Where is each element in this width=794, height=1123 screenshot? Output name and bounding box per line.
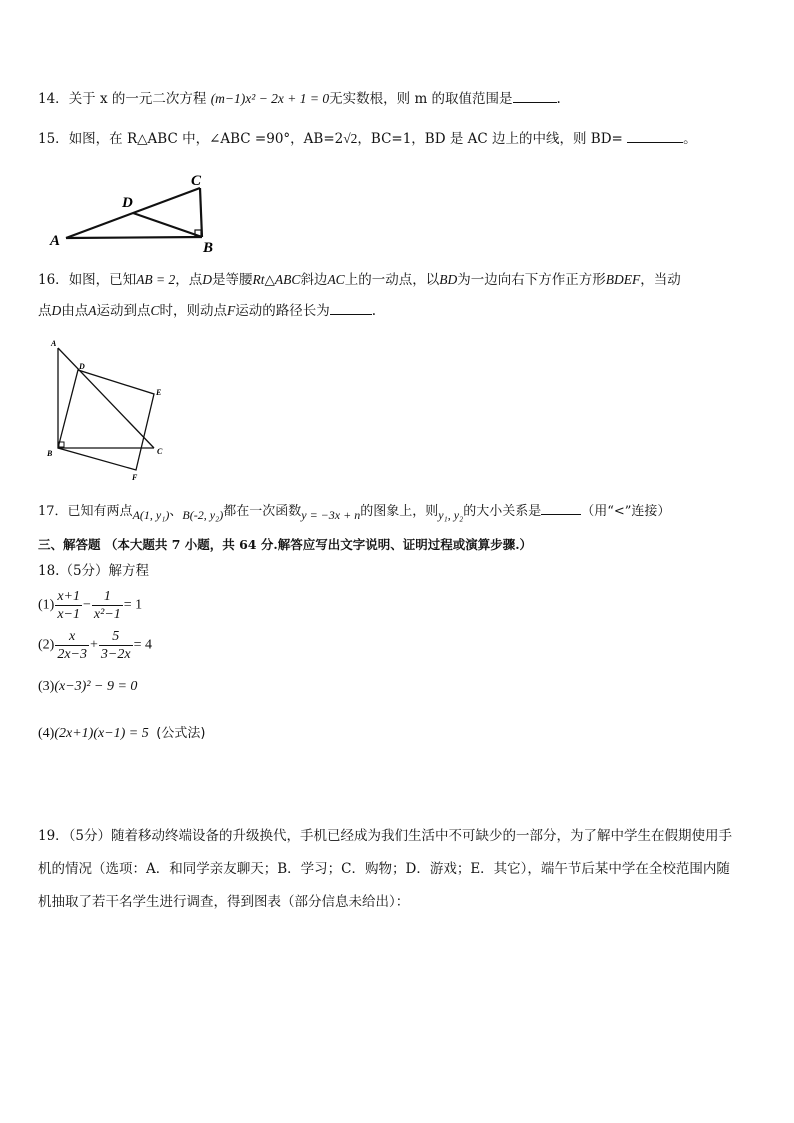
q16-square-figure	[44, 338, 174, 484]
q19-line-3: 机抽取了若干名学生进行调查，得到图表（部分信息未给出）：	[38, 894, 410, 910]
eq2-label: (2)	[38, 637, 55, 653]
q16-square-bdef	[58, 370, 154, 470]
q16-segment-ac	[58, 348, 154, 448]
fraction-numerator: 1	[92, 588, 123, 606]
eq4-label: (4)	[38, 726, 55, 741]
eq4-expression: (2x+1)(x−1) = 5	[54, 726, 149, 741]
q15-segment-ab	[66, 237, 202, 238]
q16-text: 上的一动点，以	[344, 272, 440, 288]
q15-text-post: ，BC=1，BD 是 AC 边上的中线，则 BD=	[357, 131, 623, 147]
eq2-fraction-2	[99, 628, 133, 663]
q16-text: 如图，已知	[68, 272, 137, 288]
q18-equation-1	[38, 588, 142, 623]
q16-text: 斜边	[300, 272, 328, 288]
question-15	[38, 128, 697, 149]
fraction-numerator: x	[55, 628, 89, 646]
q16-text: 点	[38, 303, 52, 319]
q16-point-c: C	[150, 303, 160, 318]
eq3-expression: (x−3)² − 9 = 0	[54, 679, 138, 694]
q15-label-d: D	[122, 195, 133, 211]
fraction-denominator: x−1	[57, 607, 80, 622]
q16-label-f: F	[132, 473, 138, 482]
q16-label-b: B	[47, 449, 53, 458]
q16-point-d: D	[202, 272, 213, 287]
q16-point-d: D	[51, 303, 62, 318]
q16-end: .	[371, 303, 377, 319]
eq2-rhs: = 4	[133, 637, 152, 653]
q16-label-e: E	[156, 388, 162, 397]
eq1-fraction-2	[92, 588, 123, 623]
q16-square: BDEF	[605, 272, 641, 287]
q15-triangle-figure	[40, 168, 230, 258]
q14-equation: (m−1)x² − 2x + 1 = 0	[210, 91, 330, 106]
q16-text: 时，则动点	[159, 303, 228, 319]
eq3-label: (3)	[38, 679, 55, 694]
q16-text: ，当动	[640, 272, 681, 288]
q17-end: （用“<”连接）	[581, 504, 671, 519]
fraction-denominator: x²−1	[93, 607, 121, 622]
q16-label-a: A	[51, 339, 57, 348]
q15-sqrt: √2	[343, 131, 358, 146]
q16-point-a: A	[88, 303, 97, 318]
question-17	[38, 500, 670, 522]
q16-text: 是等腰	[212, 272, 253, 288]
eq2-operator: +	[90, 637, 98, 653]
q15-text-pre: 如图，在 R△ABC 中，∠ABC =90°，AB=2	[68, 131, 344, 147]
eq2-fraction-1	[55, 628, 89, 663]
q18-title: 18.（5分）解方程	[38, 563, 150, 579]
q16-text: 为一边向右下方作正方形	[457, 272, 606, 288]
q16-text: 由点	[61, 303, 89, 319]
q14-end: .	[556, 91, 561, 107]
q16-text: 运动的路径长为	[235, 303, 330, 319]
q16-text: 运动到点	[96, 303, 151, 319]
q19-line-1: 19．（5分）随着移动终端设备的升级换代，手机已经成为我们生活中不可缺少的一部分，为了解中学生在假期使用手	[38, 828, 733, 844]
eq4-note: (公式法)	[156, 726, 206, 741]
q14-text-post: 无实数根，则 m 的取值范围是	[329, 91, 513, 107]
q17-text: 、	[169, 504, 183, 519]
question-16-line1	[38, 270, 681, 290]
q14-text-pre: 关于 x 的一元二次方程	[68, 91, 207, 107]
q17-text: 都在一次函数	[223, 504, 302, 519]
section-3-heading: 三、解答题 （本大题共 7 小题，共 64 分.解答应写出文字说明、证明过程或演算步骤.）	[38, 537, 533, 552]
q17-point-a: A(1, y₁)	[132, 508, 170, 522]
q15-label-a: A	[50, 233, 61, 249]
q17-text: 的图象上，则	[360, 504, 439, 519]
question-14	[38, 88, 561, 109]
q16-bd: BD	[439, 272, 458, 287]
eq1-label: (1)	[38, 597, 55, 613]
q17-y-values: y₁, y₂	[438, 508, 464, 522]
q14-answer-blank[interactable]	[513, 88, 557, 103]
eq1-rhs: = 1	[123, 597, 143, 613]
q17-text: 的大小关系是	[463, 504, 542, 519]
q16-label-c: C	[157, 447, 163, 456]
q15-end: 。	[683, 131, 697, 147]
fraction-numerator: x+1	[57, 589, 80, 604]
q16-ab: AB = 2	[136, 272, 176, 287]
q17-answer-blank[interactable]	[541, 500, 581, 515]
eq1-fraction-1	[55, 588, 82, 623]
q15-number: 15．	[38, 131, 69, 147]
question-16-line2	[38, 300, 376, 321]
q17-text: 已知有两点	[67, 504, 133, 519]
fraction-denominator: 2x−3	[57, 647, 87, 662]
q19-line-2: 机的情况（选项：A．和同学亲友聊天；B．学习；C．购物；D．游戏；E．其它），端午节后某中学在全校范围内随	[38, 861, 730, 877]
q17-point-b: B(-2, y₂)	[182, 508, 224, 522]
q18-equation-2	[38, 628, 152, 663]
q16-answer-blank[interactable]	[330, 300, 372, 315]
q18-equation-3	[38, 679, 137, 695]
q16-number: 16．	[38, 272, 69, 288]
q16-ac: AC	[327, 272, 345, 287]
q16-text: ，点	[175, 272, 203, 288]
q15-label-c: C	[191, 173, 202, 189]
q16-label-d: D	[79, 362, 85, 371]
fraction-numerator: 5	[99, 628, 133, 646]
q16-triangle: Rt△ABC	[252, 272, 301, 287]
q18-equation-4	[38, 722, 205, 742]
q15-segment-bd	[133, 213, 202, 237]
eq1-operator: −	[83, 597, 91, 613]
q17-number: 17．	[38, 504, 68, 519]
q15-answer-blank[interactable]	[627, 128, 683, 143]
q15-label-b: B	[203, 240, 214, 256]
fraction-denominator: 3−2x	[100, 647, 131, 662]
q14-number: 14．	[38, 91, 69, 107]
q16-point-f: F	[227, 303, 236, 318]
q17-function: y = −3x + n	[301, 508, 361, 522]
